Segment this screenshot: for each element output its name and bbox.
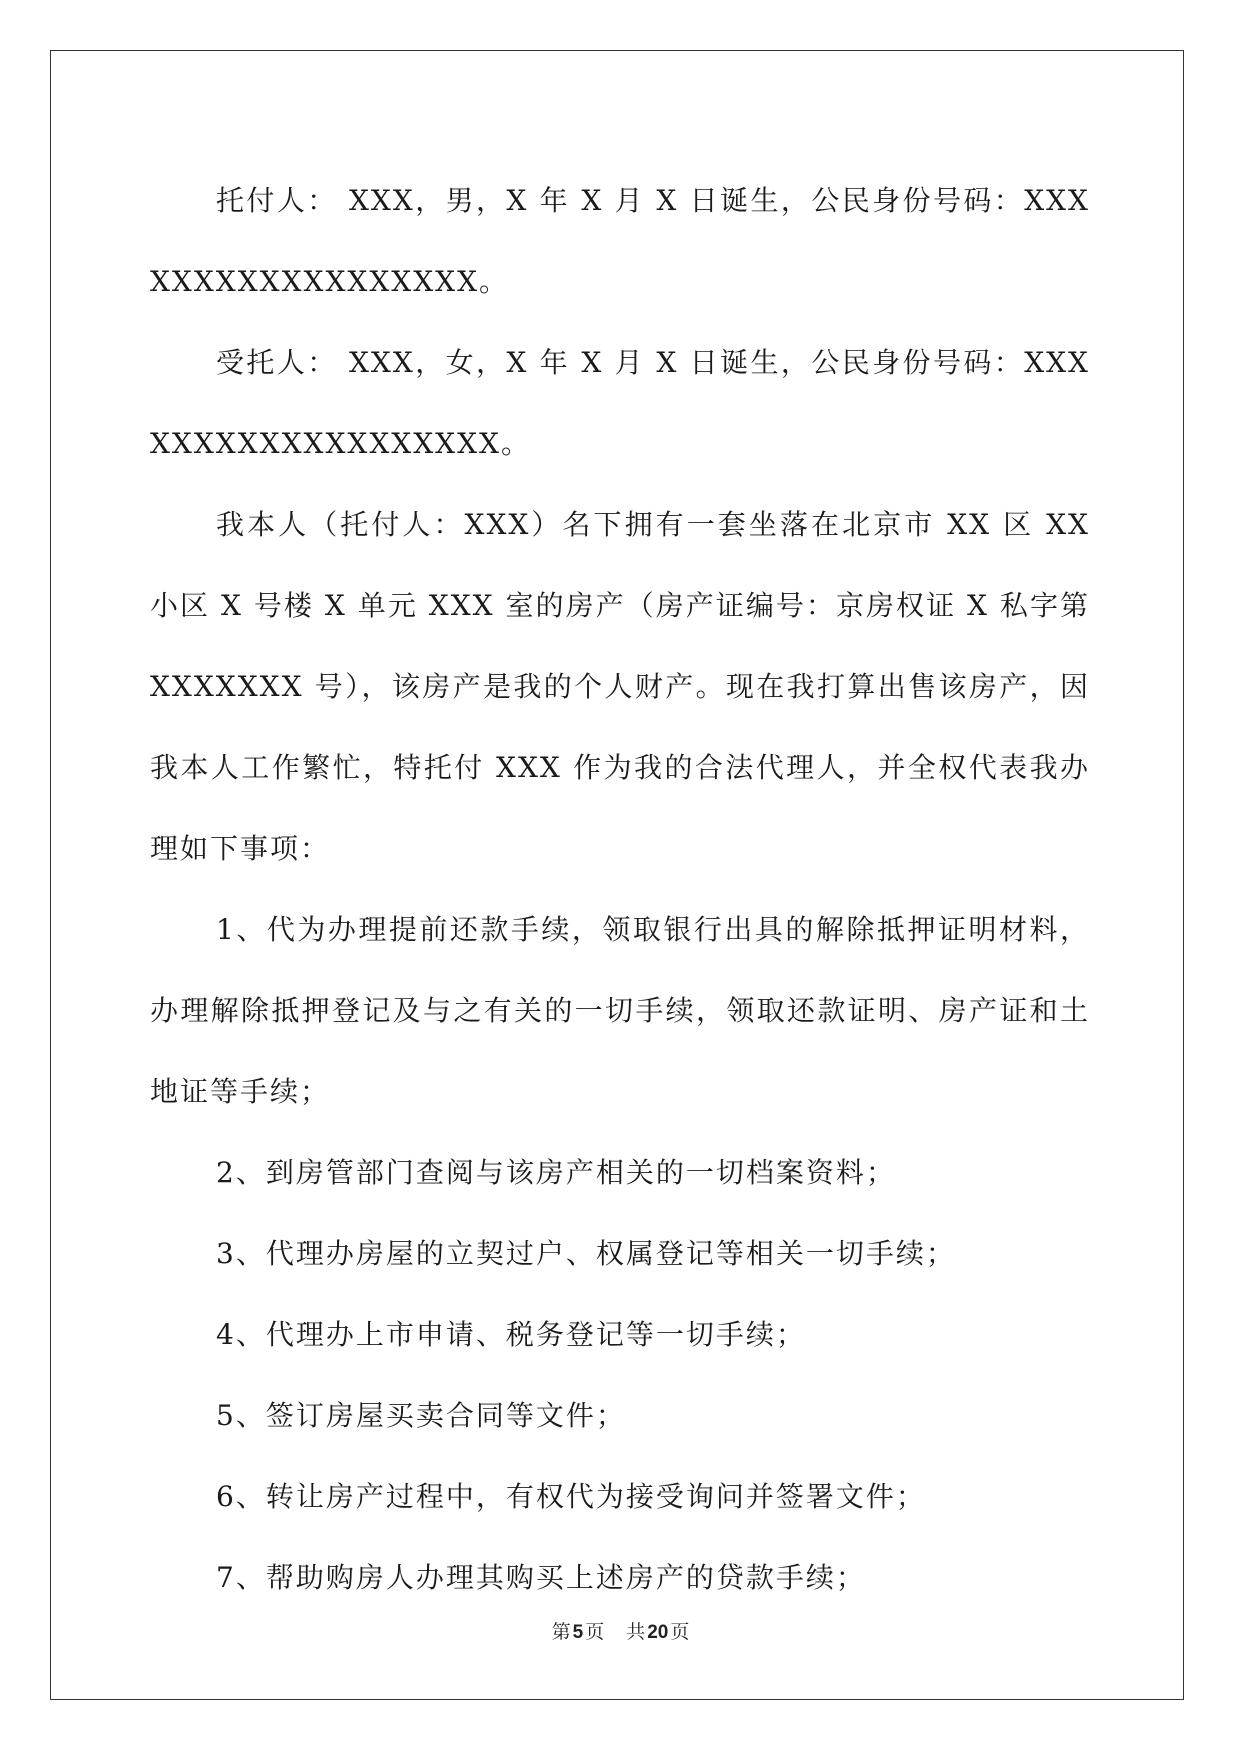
paragraph-item-3: 3、代理办房屋的立契过户、权属登记等相关一切手续；: [216, 1237, 956, 1270]
total-pages: 20: [647, 1622, 669, 1643]
total-prefix: 共: [626, 1621, 646, 1643]
document-body: [150, 160, 1090, 1618]
paragraph-item-5: 5、签订房屋买卖合同等文件；: [216, 1399, 626, 1432]
page-footer: [0, 1617, 1241, 1644]
page-suffix: 页: [585, 1621, 605, 1643]
page-number: 5: [572, 1622, 584, 1643]
paragraph-item-4: 4、代理办上市申请、税务登记等一切手续；: [216, 1318, 806, 1351]
paragraph-item-1: 1、代为办理提前还款手续，领取银行出具的解除抵押证明材料，办理解除抵押登记及与之有关的一切手续，领取还款证明、房产证和土地证等手续；: [150, 913, 1090, 1108]
paragraph-item-7: 7、帮助购房人办理其购买上述房产的贷款手续；: [216, 1561, 866, 1594]
paragraph-item-6: 6、转让房产过程中，有权代为接受询问并签署文件；: [216, 1480, 926, 1513]
paragraph-principal: 托付人： XXX，男，X 年 X 月 X 日诞生，公民身份号码：XXXXXXXXXXXXXXXXXX。: [150, 184, 1090, 298]
total-suffix: 页: [670, 1621, 690, 1643]
paragraph-property-statement: 我本人（托付人：XXX）名下拥有一套坐落在北京市 XX 区 XX 小区 X 号楼 X 单元 XXX 室的房产（房产证编号：京房权证 X 私字第 XXXXXXX 号），该房产是我的个人财产。现在我打算出售该房产，因我本人工作繁忙，特托付 XXX 作为我的合法代理人，并全权代表我办理如下事项：: [150, 508, 1090, 865]
paragraph-item-2: 2、到房管部门查阅与该房产相关的一切档案资料；: [216, 1156, 896, 1189]
page-prefix: 第: [551, 1621, 571, 1643]
paragraph-agent: 受托人： XXX，女，X 年 X 月 X 日诞生，公民身份号码：XXXXXXXXXXXXXXXXXXX。: [150, 346, 1090, 460]
